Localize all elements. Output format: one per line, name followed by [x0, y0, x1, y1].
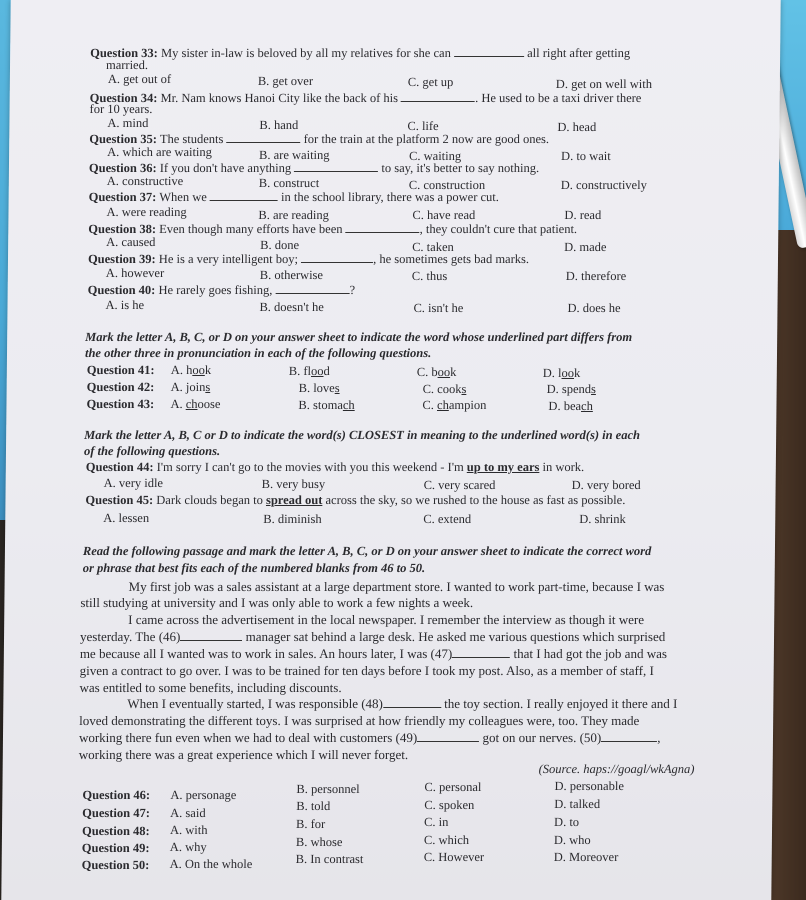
question-text: across the sky, so we rushed to the house as fast as possible. [325, 493, 626, 507]
exam-paper [1, 0, 780, 900]
passage-line: was entitled to some benefits, including discounts. [79, 680, 342, 695]
answer-blank [346, 222, 420, 233]
option-b: B. In contrast [295, 852, 364, 866]
passage-line: I came across the advertisement in the local newspaper. I remember the interview as though it were [128, 612, 645, 627]
question-label: Question 40: [87, 283, 156, 297]
question-text: all right after getting [527, 46, 631, 60]
question-35 [89, 132, 549, 146]
option-c: C. isn't he [413, 301, 464, 315]
answer-blank [210, 190, 278, 201]
question-41 [87, 363, 155, 377]
question-label: Question 38: [88, 222, 157, 236]
question-text: He rarely goes fishing, [158, 283, 273, 297]
option-c: C. construction [408, 178, 486, 192]
question-text: for the train at the platform 2 now are good ones. [303, 132, 550, 146]
option-c: C. However [423, 850, 485, 864]
question-text: I'm sorry I can't go to the movies with you this weekend - I'm [156, 460, 464, 474]
passage-line: working there was a great experience which I will never forget. [78, 747, 409, 762]
option-a: A. why [169, 840, 207, 854]
option-a: A. were reading [106, 205, 187, 219]
instruction-pronunciation: the other three in pronunciation in each of the following questions. [84, 346, 432, 360]
option-d: D. to wait [561, 149, 611, 163]
passage-line: me because all I wanted was to work in sales. An hours later, I was (47) that I had got the job and was [79, 646, 668, 661]
answer-blank [301, 252, 373, 263]
question-label: Question 43: [86, 397, 155, 411]
question-text: When we [159, 190, 207, 204]
instruction-passage: Read the following passage and mark the letter A, B, C, or D on your answer sheet to indicate the correct word [82, 544, 652, 558]
option-a: A. constructive [106, 174, 184, 188]
passage-line: given a contract to go over. I was to be trained for ten days before I took my post. Also, as a member of staff, I [79, 663, 654, 678]
question-38 [88, 222, 577, 236]
option-b: B. get over [257, 74, 314, 88]
option-b: B. for [296, 817, 326, 831]
question-text: to say, it's better to say nothing. [381, 161, 540, 175]
passage-line: still studying at university and I was only able to work a few nights a week. [80, 595, 474, 610]
option-a: A. which are waiting [107, 145, 213, 159]
question-44 [86, 460, 585, 474]
underlined-phrase: spread out [265, 493, 323, 507]
option-d: D. read [564, 208, 602, 222]
option-d: D. does he [567, 301, 621, 315]
option-a: A. however [105, 266, 165, 280]
question-text: , he sometimes gets bad marks. [373, 252, 530, 266]
option-c: C. in [424, 815, 449, 829]
instruction-synonym: Mark the letter A, B, C or D to indicate the word(s) CLOSEST in meaning to the underlined word(s) in each [84, 428, 641, 442]
instruction-synonym: of the following questions. [83, 444, 221, 458]
instruction-passage: or phrase that best fits each of the numbered blanks from 46 to 50. [82, 561, 426, 575]
option-b: B. stomach [298, 398, 355, 412]
option-a: A. very idle [103, 476, 164, 490]
option-b: B. personnel [296, 782, 360, 796]
option-b: B. told [296, 799, 331, 813]
option-a: A. caused [106, 235, 156, 249]
option-c: C. waiting [409, 149, 462, 163]
question-43 [86, 397, 154, 411]
option-d: D. Moreover [553, 850, 619, 864]
question-text: married. [105, 58, 149, 72]
option-d: D. who [553, 833, 591, 847]
blank-48 [383, 697, 441, 708]
question-39 [88, 252, 529, 266]
question-text: He is a very intelligent boy; [158, 252, 299, 266]
option-d: D. constructively [560, 178, 647, 192]
question-46: Question 46: [82, 788, 151, 802]
option-c: C. very scared [423, 478, 496, 492]
option-c: C. book [416, 365, 457, 379]
option-a: A. with [169, 823, 208, 837]
question-text: in work. [542, 460, 585, 474]
question-label: Question 42: [86, 380, 155, 394]
question-text: Dark clouds began to [156, 493, 263, 507]
question-label: Question 45: [85, 493, 154, 507]
question-text: If you don't have anything [159, 161, 292, 175]
question-text: in the school library, there was a power cut. [280, 190, 500, 204]
option-b: B. hand [259, 118, 299, 132]
option-c: C. taken [412, 240, 454, 254]
option-a: A. said [170, 806, 206, 820]
option-b: B. construct [258, 176, 320, 190]
option-a: A. get out of [107, 72, 172, 86]
option-d: D. to [554, 815, 580, 829]
question-label: Question 34: [89, 91, 158, 105]
question-label: Question 36: [88, 161, 157, 175]
question-text: The students [159, 132, 224, 146]
option-a: A. mind [107, 116, 149, 130]
option-b: B. whose [295, 835, 343, 849]
option-a: A. choose [170, 397, 221, 411]
passage-line: My first job was a sales assistant at a large department store. I wanted to work part-time, because I was [128, 579, 665, 594]
question-label: Question 41: [86, 363, 155, 377]
question-49: Question 49: [81, 841, 150, 855]
question-label: Question 44: [85, 460, 154, 474]
answer-blank [227, 132, 301, 143]
answer-blank [275, 283, 349, 294]
instruction-pronunciation: Mark the letter A, B, C, or D on your answer sheet to indicate the word whose underlined part differs from [85, 330, 633, 344]
question-text: ? [349, 283, 356, 297]
question-36 [89, 161, 539, 175]
option-b: B. flood [288, 364, 330, 378]
answer-blank [454, 46, 524, 57]
question-45 [85, 493, 625, 507]
underlined-phrase: up to my ears [466, 460, 540, 474]
blank-49 [417, 731, 479, 742]
question-text: Mr. Nam knows Hanoi City like the back of his [160, 91, 399, 105]
option-b: B. are reading [258, 208, 329, 222]
option-a: A. is he [105, 298, 145, 312]
blank-50 [601, 731, 657, 742]
option-c: C. cooks [422, 382, 467, 396]
option-a: A. hook [170, 363, 212, 377]
option-b: B. otherwise [259, 268, 324, 282]
option-a: A. On the whole [169, 857, 253, 871]
option-b: B. are waiting [259, 148, 330, 162]
question-text: , they couldn't cure that patient. [419, 222, 578, 236]
question-text: Even though many efforts have been [159, 222, 343, 236]
option-c: C. champion [422, 398, 487, 412]
option-c: C. spoken [424, 798, 475, 812]
passage-line: loved demonstrating the different toys. I was surprised at how friendly my colleagues were, too. They made [79, 713, 640, 728]
question-48: Question 48: [81, 824, 150, 838]
question-47: Question 47: [82, 806, 150, 820]
option-a: A. personage [170, 788, 237, 802]
question-label: Question 35: [89, 132, 158, 146]
option-d: D. shrink [579, 512, 626, 526]
option-c: C. have read [412, 208, 476, 222]
question-label: Question 33: [90, 46, 158, 60]
option-c: C. which [423, 833, 470, 847]
question-text: for 10 years. [89, 102, 153, 116]
option-d: D. personable [554, 779, 624, 793]
question-37 [89, 190, 499, 204]
option-d: D. beach [548, 399, 593, 413]
question-33 [90, 46, 630, 60]
option-c: C. extend [423, 512, 472, 526]
question-40 [88, 283, 356, 297]
blank-47 [452, 647, 510, 658]
option-d: D. talked [554, 797, 601, 811]
option-c: C. get up [407, 75, 454, 89]
passage-line: yesterday. The (46) manager sat behind a large desk. He asked me various questions which surprised [79, 629, 666, 644]
passage-source: (Source. haps://goagl/wkAgna) [538, 762, 695, 776]
option-d: D. very bored [571, 478, 641, 492]
option-b: B. loves [298, 381, 340, 395]
question-34 [90, 91, 642, 105]
option-c: C. personal [424, 780, 482, 794]
option-c: C. life [407, 119, 439, 133]
question-text: . He used to be a taxi driver there [475, 91, 642, 105]
question-42 [87, 380, 155, 394]
question-text: My sister in-law is beloved by all my relatives for she can [160, 46, 451, 60]
blank-46 [180, 630, 242, 641]
option-a: A. joins [170, 380, 211, 394]
option-c: C. thus [411, 269, 448, 283]
option-b: B. doesn't he [259, 300, 324, 314]
question-label: Question 37: [88, 190, 157, 204]
option-d: D. made [564, 240, 607, 254]
answer-blank [294, 161, 378, 172]
option-d: D. head [557, 120, 597, 134]
question-50: Question 50: [81, 858, 150, 872]
option-a: A. lessen [103, 511, 150, 525]
passage-line: When I eventually started, I was responsible (48) the toy section. I really enjoyed it there and I [127, 696, 678, 711]
option-b: B. diminish [263, 512, 322, 526]
option-d: D. spends [546, 382, 597, 396]
question-label: Question 39: [87, 252, 156, 266]
option-d: D. look [542, 366, 581, 380]
option-b: B. done [260, 238, 300, 252]
option-d: D. get on well with [555, 77, 653, 91]
option-d: D. therefore [565, 269, 627, 283]
option-b: B. very busy [261, 477, 326, 491]
passage-line: working there fun even when we had to deal with customers (49) got on our nerves. (50) , [78, 730, 661, 745]
answer-blank [401, 91, 475, 102]
